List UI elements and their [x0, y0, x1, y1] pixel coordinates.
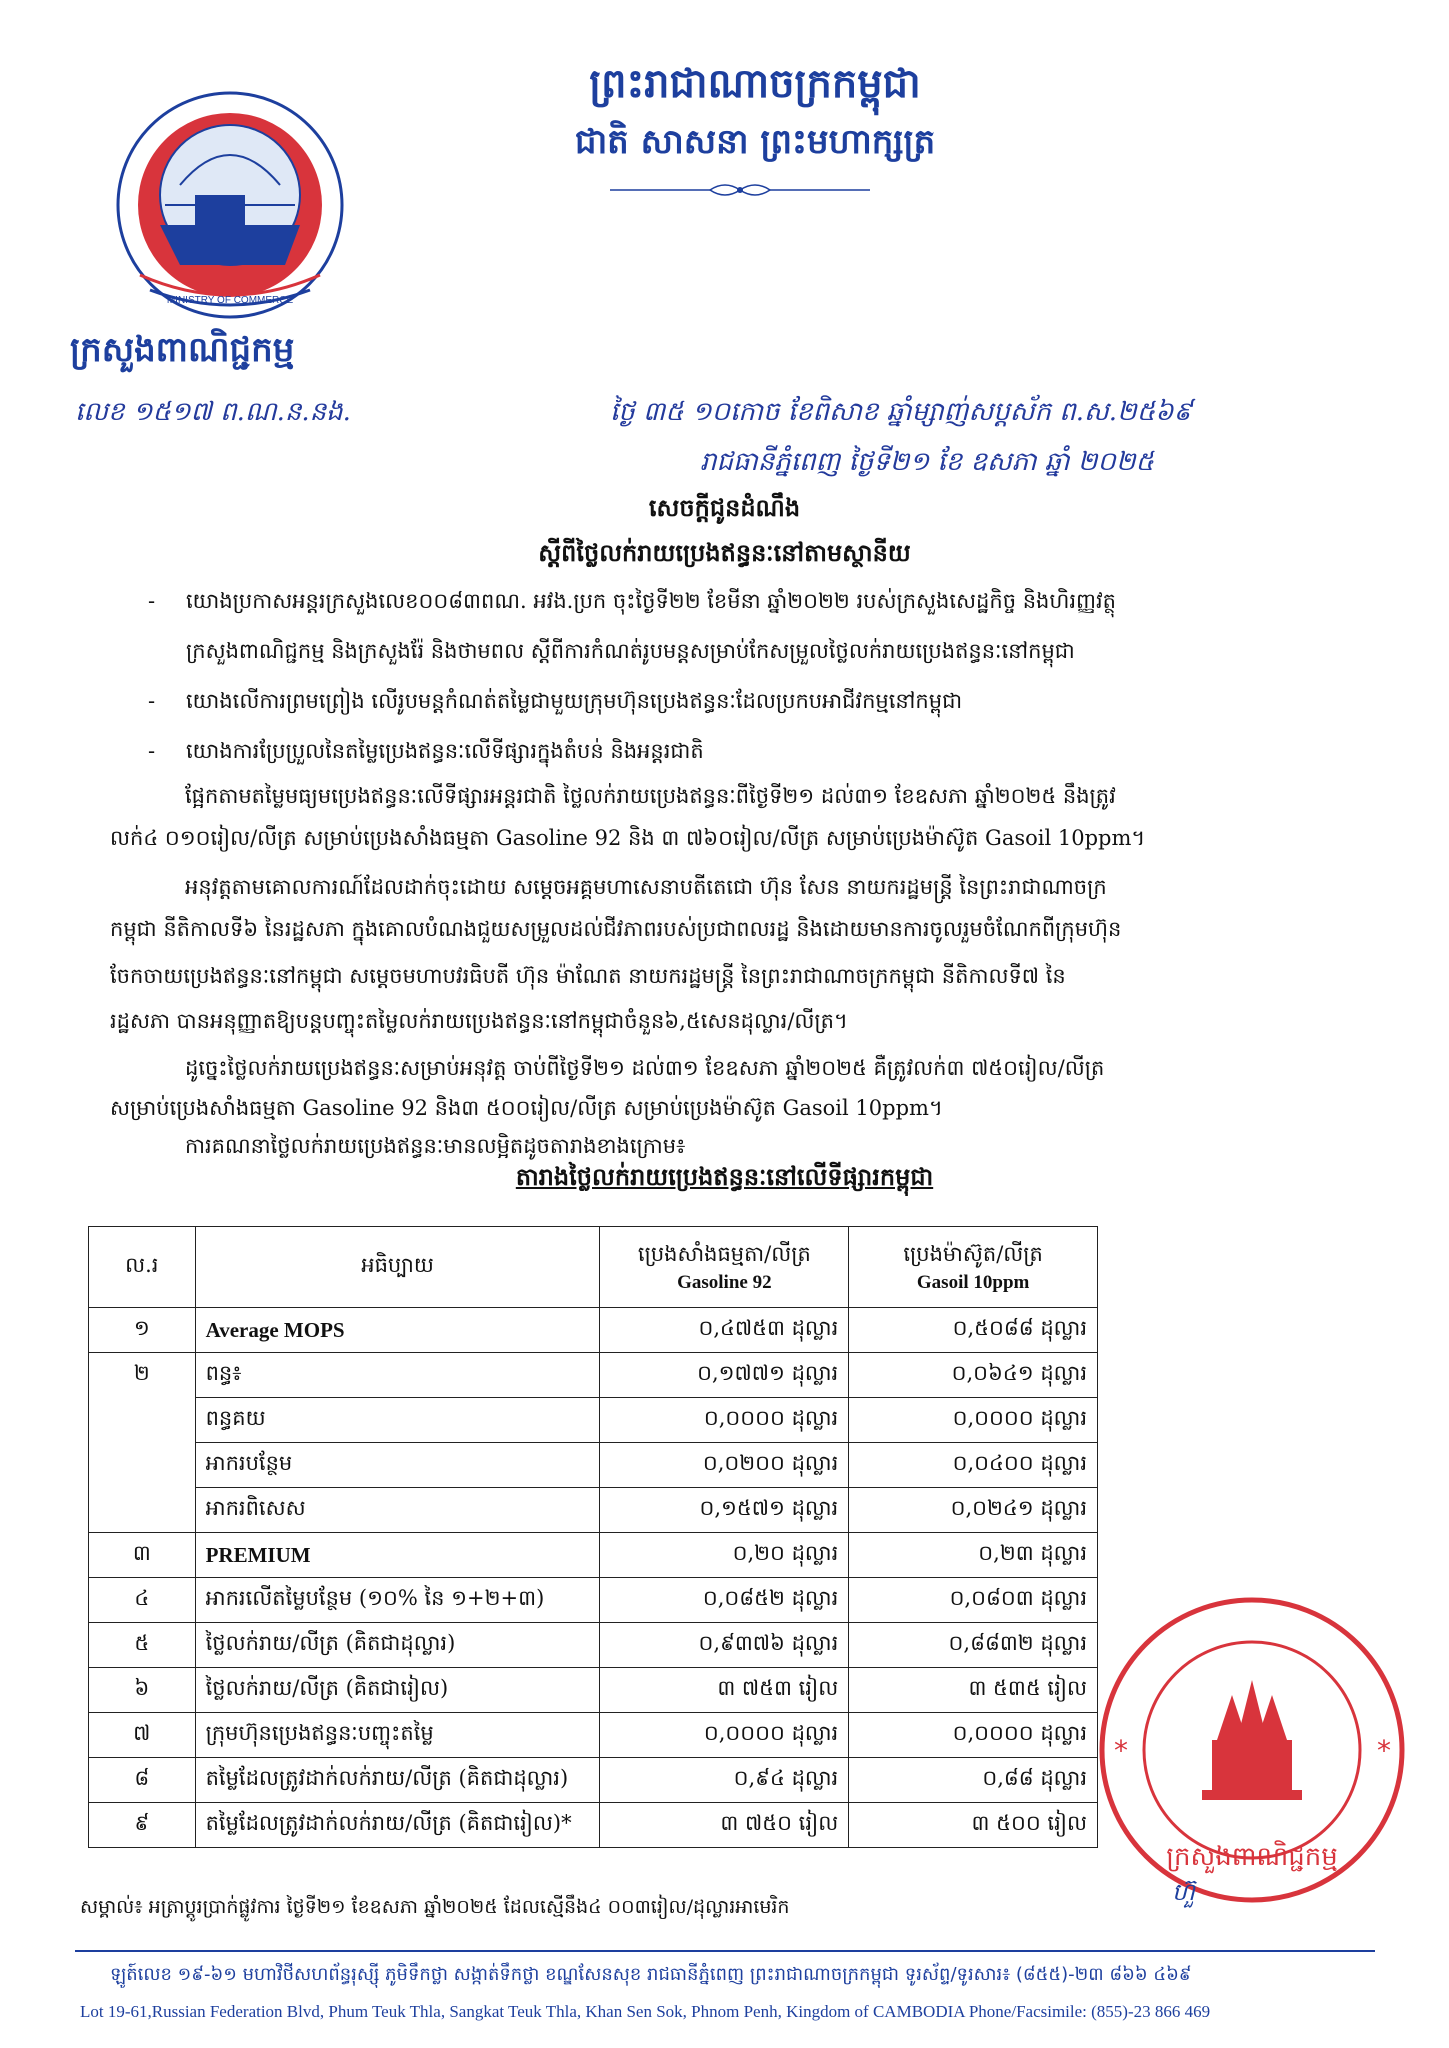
- row-number: ៧: [89, 1713, 196, 1758]
- row-diesel-value: ០,០០០០ ដុល្លារ: [849, 1398, 1098, 1443]
- seal-star: *: [1377, 1734, 1391, 1767]
- bullet-dash: -: [148, 739, 156, 763]
- paragraph-line: លក់៤ ០១០រៀល/លីត្រ សម្រាប់ប្រេងសាំងធម្មតា Gasoline 92 និង ៣ ៧៦០រៀល/លីត្រ សម្រាប់ប្រេងម៉ាស៊ូត Gasoil 10ppm។: [110, 826, 1146, 850]
- row-gasoline-value: ០,២០ ដុល្លារ: [600, 1533, 849, 1578]
- row-description: PREMIUM: [195, 1533, 600, 1578]
- seal-text: ក្រសួងពាណិជ្ជកម្ម: [1166, 1842, 1338, 1872]
- lunar-date: ថ្ងៃ ៣៥ ១០កោច ខែពិសាខ ឆ្នាំម្សាញ់សប្តស័ក ព.ស.២៥៦៩: [610, 397, 1192, 427]
- row-description: ថ្លៃលក់រាយ/លីត្រ (គិតជារៀល): [195, 1668, 600, 1713]
- row-number: ៤: [89, 1578, 196, 1623]
- row-diesel-value: ០,៥០៨៨ ដុល្លារ: [849, 1308, 1098, 1353]
- table-title: តារាងថ្លៃលក់រាយប្រេងឥន្ធនៈនៅលើទីផ្សារកម្ពុជា: [515, 1163, 934, 1191]
- bullet-dash: -: [148, 689, 156, 713]
- table-row: [89, 1668, 1098, 1713]
- ornament-divider: [610, 178, 870, 202]
- row-diesel-value: ០,០៦៤១ ដុល្លារ: [849, 1353, 1098, 1398]
- row-gasoline-value: ០,០០០០ ដុល្លារ: [600, 1713, 849, 1758]
- table-row: [89, 1713, 1098, 1758]
- row-diesel-value: ០,០៤០០ ដុល្លារ: [849, 1443, 1098, 1488]
- row-gasoline-value: ០,១៥៧១ ដុល្លារ: [600, 1488, 849, 1533]
- paragraph-line: ផ្អែកតាមតម្លៃមធ្យមប្រេងឥន្ធនៈលើទីផ្សារអន្តរជាតិ ថ្លៃលក់រាយប្រេងឥន្ធនៈពីថ្ងៃទី២១ ដល់៣១ ខែឧសភា ឆ្នាំ២០២៥ នឹងត្រូវ: [185, 784, 1116, 808]
- col-header-diesel: [849, 1227, 1098, 1308]
- paragraph-line: សម្រាប់ប្រេងសាំងធម្មតា Gasoline 92 និង៣ ៥០០រៀល/លីត្រ សម្រាប់ប្រេងម៉ាស៊ូត Gasoil 10ppm។: [110, 1096, 943, 1120]
- row-description: អាករពិសេស: [195, 1488, 600, 1533]
- row-gasoline-value: ០,១៧៧១ ដុល្លារ: [600, 1353, 849, 1398]
- ministry-name: ក្រសួងពាណិជ្ជកម្ម: [70, 330, 295, 370]
- table-row: [89, 1398, 1098, 1443]
- table-header-row: [89, 1227, 1098, 1308]
- paragraph-line: អនុវត្តតាមគោលការណ៍ដែលដាក់ចុះដោយ សម្តេចអគ្គមហាសេនាបតីតេជោ ហ៊ុន សែន នាយករដ្ឋមន្ត្រី នៃព្រះរាជាណាចក្រ: [185, 875, 1107, 899]
- row-gasoline-value: ០,០៨៥២ ដុល្លារ: [600, 1578, 849, 1623]
- col-header-diesel-en: Gasoil 10ppm: [916, 1271, 1030, 1293]
- row-number: ៩: [89, 1803, 196, 1848]
- official-seal: [1092, 1590, 1412, 1910]
- row-number: ៦: [89, 1668, 196, 1713]
- row-gasoline-value: ០,០០០០ ដុល្លារ: [600, 1398, 849, 1443]
- row-diesel-value: ០,៨៨ ដុល្លារ: [849, 1758, 1098, 1803]
- kingdom-title: ព្រះរាជាណាចក្រកម្ពុជា: [589, 61, 921, 107]
- table-row: [89, 1758, 1098, 1803]
- row-description: ថ្លៃលក់រាយ/លីត្រ (គិតជាដុល្លារ): [195, 1623, 600, 1668]
- ministry-logo: [110, 85, 350, 325]
- row-description: ក្រុមហ៊ុនប្រេងឥន្ធនៈបញ្ចុះតម្លៃ: [195, 1713, 600, 1758]
- bullet-text-continued: ក្រសួងពាណិជ្ជកម្ម និងក្រសួងរ៉ែ និងថាមពល ស្តីពីការកំណត់រូបមន្តសម្រាប់កែសម្រួលថ្លៃលក់រាយប្រេងឥន្ធនៈនៅកម្ពុជា: [186, 639, 1075, 663]
- bullet-text: យោងការប្រែប្រួលនៃតម្លៃប្រេងឥន្ធនៈលើទីផ្សារក្នុងតំបន់ និងអន្តរជាតិ: [186, 739, 704, 763]
- table-row: [89, 1578, 1098, 1623]
- row-number: ២: [89, 1353, 196, 1398]
- reference-number: លេខ ១៥១៧ ព.ណ.ន.នង.: [75, 397, 351, 427]
- table-row: [89, 1443, 1098, 1488]
- row-description: អាករបន្ថែម: [195, 1443, 600, 1488]
- row-gasoline-value: ០,៩៤ ដុល្លារ: [600, 1758, 849, 1803]
- row-number: ៣: [89, 1533, 196, 1578]
- footer-address-en: Lot 19-61,Russian Federation Blvd, Phum Teuk Thla, Sangkat Teuk Thla, Khan Sen Sok, Phnom Penh, Kingdom of CAMBODIA Phone/Facsimile: (855)-23 866 469: [80, 2002, 1211, 2021]
- row-description: តម្លៃដែលត្រូវដាក់លក់រាយ/លីត្រ (គិតជាដុល្លារ): [195, 1758, 600, 1803]
- table-row: [89, 1488, 1098, 1533]
- row-diesel-value: ៣ ៥៣៥ រៀល: [849, 1668, 1098, 1713]
- paragraph-line: ដូច្នេះថ្លៃលក់រាយប្រេងឥន្ធនៈសម្រាប់អនុវត្ត ចាប់ពីថ្ងៃទី២១ ដល់៣១ ខែឧសភា ឆ្នាំ២០២៥ គឺត្រូវលក់៣ ៧៥០រៀល/លីត្រ: [185, 1056, 1105, 1080]
- row-number: ៥: [89, 1623, 196, 1668]
- row-diesel-value: ០,២៣ ដុល្លារ: [849, 1533, 1098, 1578]
- table-row: [89, 1353, 1098, 1398]
- row-description: ពន្ធគយ: [195, 1398, 600, 1443]
- notice-title: សេចក្តីជូនដំណឹង: [648, 494, 801, 522]
- row-gasoline-value: ៣ ៧៥០ រៀល: [600, 1803, 849, 1848]
- row-number: ៨: [89, 1758, 196, 1803]
- row-description: តម្លៃដែលត្រូវដាក់លក់រាយ/លីត្រ (គិតជារៀល)*: [195, 1803, 600, 1848]
- col-header-gasoline: [600, 1227, 849, 1308]
- solar-date: រាជធានីភ្នំពេញ ថ្ងៃទី២១ ខែ ឧសភា ឆ្នាំ ២០២៥: [700, 447, 1154, 477]
- col-header-gasoline-kh: ប្រេងសាំងធម្មតា/លីត្រ: [637, 1241, 811, 1266]
- col-header-diesel-kh: ប្រេងម៉ាស៊ូត/លីត្រ: [903, 1241, 1043, 1266]
- paragraph-line: ការគណនាថ្លៃលក់រាយប្រេងឥន្ធនៈមានលម្អិតដូចតារាងខាងក្រោម៖: [185, 1134, 686, 1158]
- paragraph-line: ចែកចាយប្រេងឥន្ធនៈនៅកម្ពុជា សម្តេចមហាបវរធិបតី ហ៊ុន ម៉ាណែត នាយករដ្ឋមន្ត្រី នៃព្រះរាជាណាចក្រកម្ពុជា នីតិកាលទី៧ នៃ: [110, 964, 1066, 988]
- row-diesel-value: ៣ ៥០០ រៀល: [849, 1803, 1098, 1848]
- row-number: [89, 1488, 196, 1533]
- table-row: [89, 1308, 1098, 1353]
- row-diesel-value: ០,០៨០៣ ដុល្លារ: [849, 1578, 1098, 1623]
- col-header-gasoline-en: Gasoline 92: [677, 1271, 772, 1293]
- logo-text: MINISTRY OF COMMERCE: [166, 295, 294, 306]
- table-row: [89, 1803, 1098, 1848]
- paragraph-line: រដ្ឋសភា បានអនុញ្ញាតឱ្យបន្តបញ្ចុះតម្លៃលក់រាយប្រេងឥន្ធនៈនៅកម្ពុជាចំនួន៦,៥សេនដុល្លារ/លីត្រ។: [110, 1009, 848, 1033]
- signature: ហ៊ួ: [1172, 1878, 1195, 1906]
- table-row: [89, 1623, 1098, 1668]
- row-gasoline-value: ៣ ៧៥៣ រៀល: [600, 1668, 849, 1713]
- national-motto: ជាតិ សាសនា ព្រះមហាក្សត្រ: [574, 122, 936, 162]
- row-number: ១: [89, 1308, 196, 1353]
- row-diesel-value: ០,០០០០ ដុល្លារ: [849, 1713, 1098, 1758]
- footer-address-kh: ឡូត៍លេខ ១៩-៦១ មហាវិថីសហព័ន្ធរុស្ស៊ី ភូមិទឹកថ្លា សង្កាត់ទឹកថ្លា ខណ្ឌសែនសុខ រាជធានីភ្នំពេញ ព្រះរាជាណាចក្រកម្ពុជា ទូរស័ព្ទ/ទូរសារ៖ (៨៥៥)-២៣ ៨៦៦ ៤៦៩: [110, 1964, 1192, 1985]
- col-header-description: អធិប្បាយ: [195, 1227, 600, 1308]
- row-number: [89, 1443, 196, 1488]
- bullet-text: យោងប្រកាសអន្តរក្រសួងលេខ០០៨៣ពណ. អវង.ប្រក ចុះថ្ងៃទី២២ ខែមីនា ឆ្នាំ២០២២ របស់ក្រសួងសេដ្ឋកិច្ច និងហិរញ្ញវត្ថុ: [186, 589, 1117, 613]
- row-gasoline-value: ០,៤៧៥៣ ដុល្លារ: [600, 1308, 849, 1353]
- bullet-dash: -: [148, 589, 156, 613]
- row-description: អាករលើតម្លៃបន្ថែម (១០% នៃ ១+២+៣): [195, 1578, 600, 1623]
- paragraph-line: កម្ពុជា នីតិកាលទី៦ នៃរដ្ឋសភា ក្នុងគោលបំណងជួយសម្រួលដល់ជីវភាពរបស់ប្រជាពលរដ្ឋ និងដោយមានការចូលរួមចំណែកពីក្រុមហ៊ុន: [110, 917, 1122, 941]
- row-diesel-value: ០,០២៤១ ដុល្លារ: [849, 1488, 1098, 1533]
- exchange-rate-note: សម្គាល់៖ អត្រាប្តូរប្រាក់ផ្លូវការ ថ្ងៃទី២១ ខែឧសភា ឆ្នាំ២០២៥ ដែលស្មើនឹង៤ ០០៣រៀល/ដុល្លារអាមេរិក: [80, 1896, 790, 1918]
- footer-divider: [75, 1950, 1375, 1952]
- price-table: [88, 1226, 1098, 1848]
- row-description: ពន្ធ៖: [195, 1353, 600, 1398]
- row-gasoline-value: ០,០២០០ ដុល្លារ: [600, 1443, 849, 1488]
- seal-star: *: [1114, 1734, 1128, 1767]
- table-row: [89, 1533, 1098, 1578]
- notice-subject: ស្តីពីថ្លៃលក់រាយប្រេងឥន្ធនៈនៅតាមស្ថានីយ: [538, 539, 911, 567]
- row-gasoline-value: ០,៩៣៧៦ ដុល្លារ: [600, 1623, 849, 1668]
- row-number: [89, 1398, 196, 1443]
- col-header-no: ល.រ: [89, 1227, 196, 1308]
- row-description: Average MOPS: [195, 1308, 600, 1353]
- bullet-text: យោងលើការព្រមព្រៀង លើរូបមន្តកំណត់តម្លៃជាមួយក្រុមហ៊ុនប្រេងឥន្ធនៈដែលប្រកបអាជីវកម្មនៅកម្ពុជា: [186, 689, 963, 713]
- row-diesel-value: ០,៨៨៣២ ដុល្លារ: [849, 1623, 1098, 1668]
